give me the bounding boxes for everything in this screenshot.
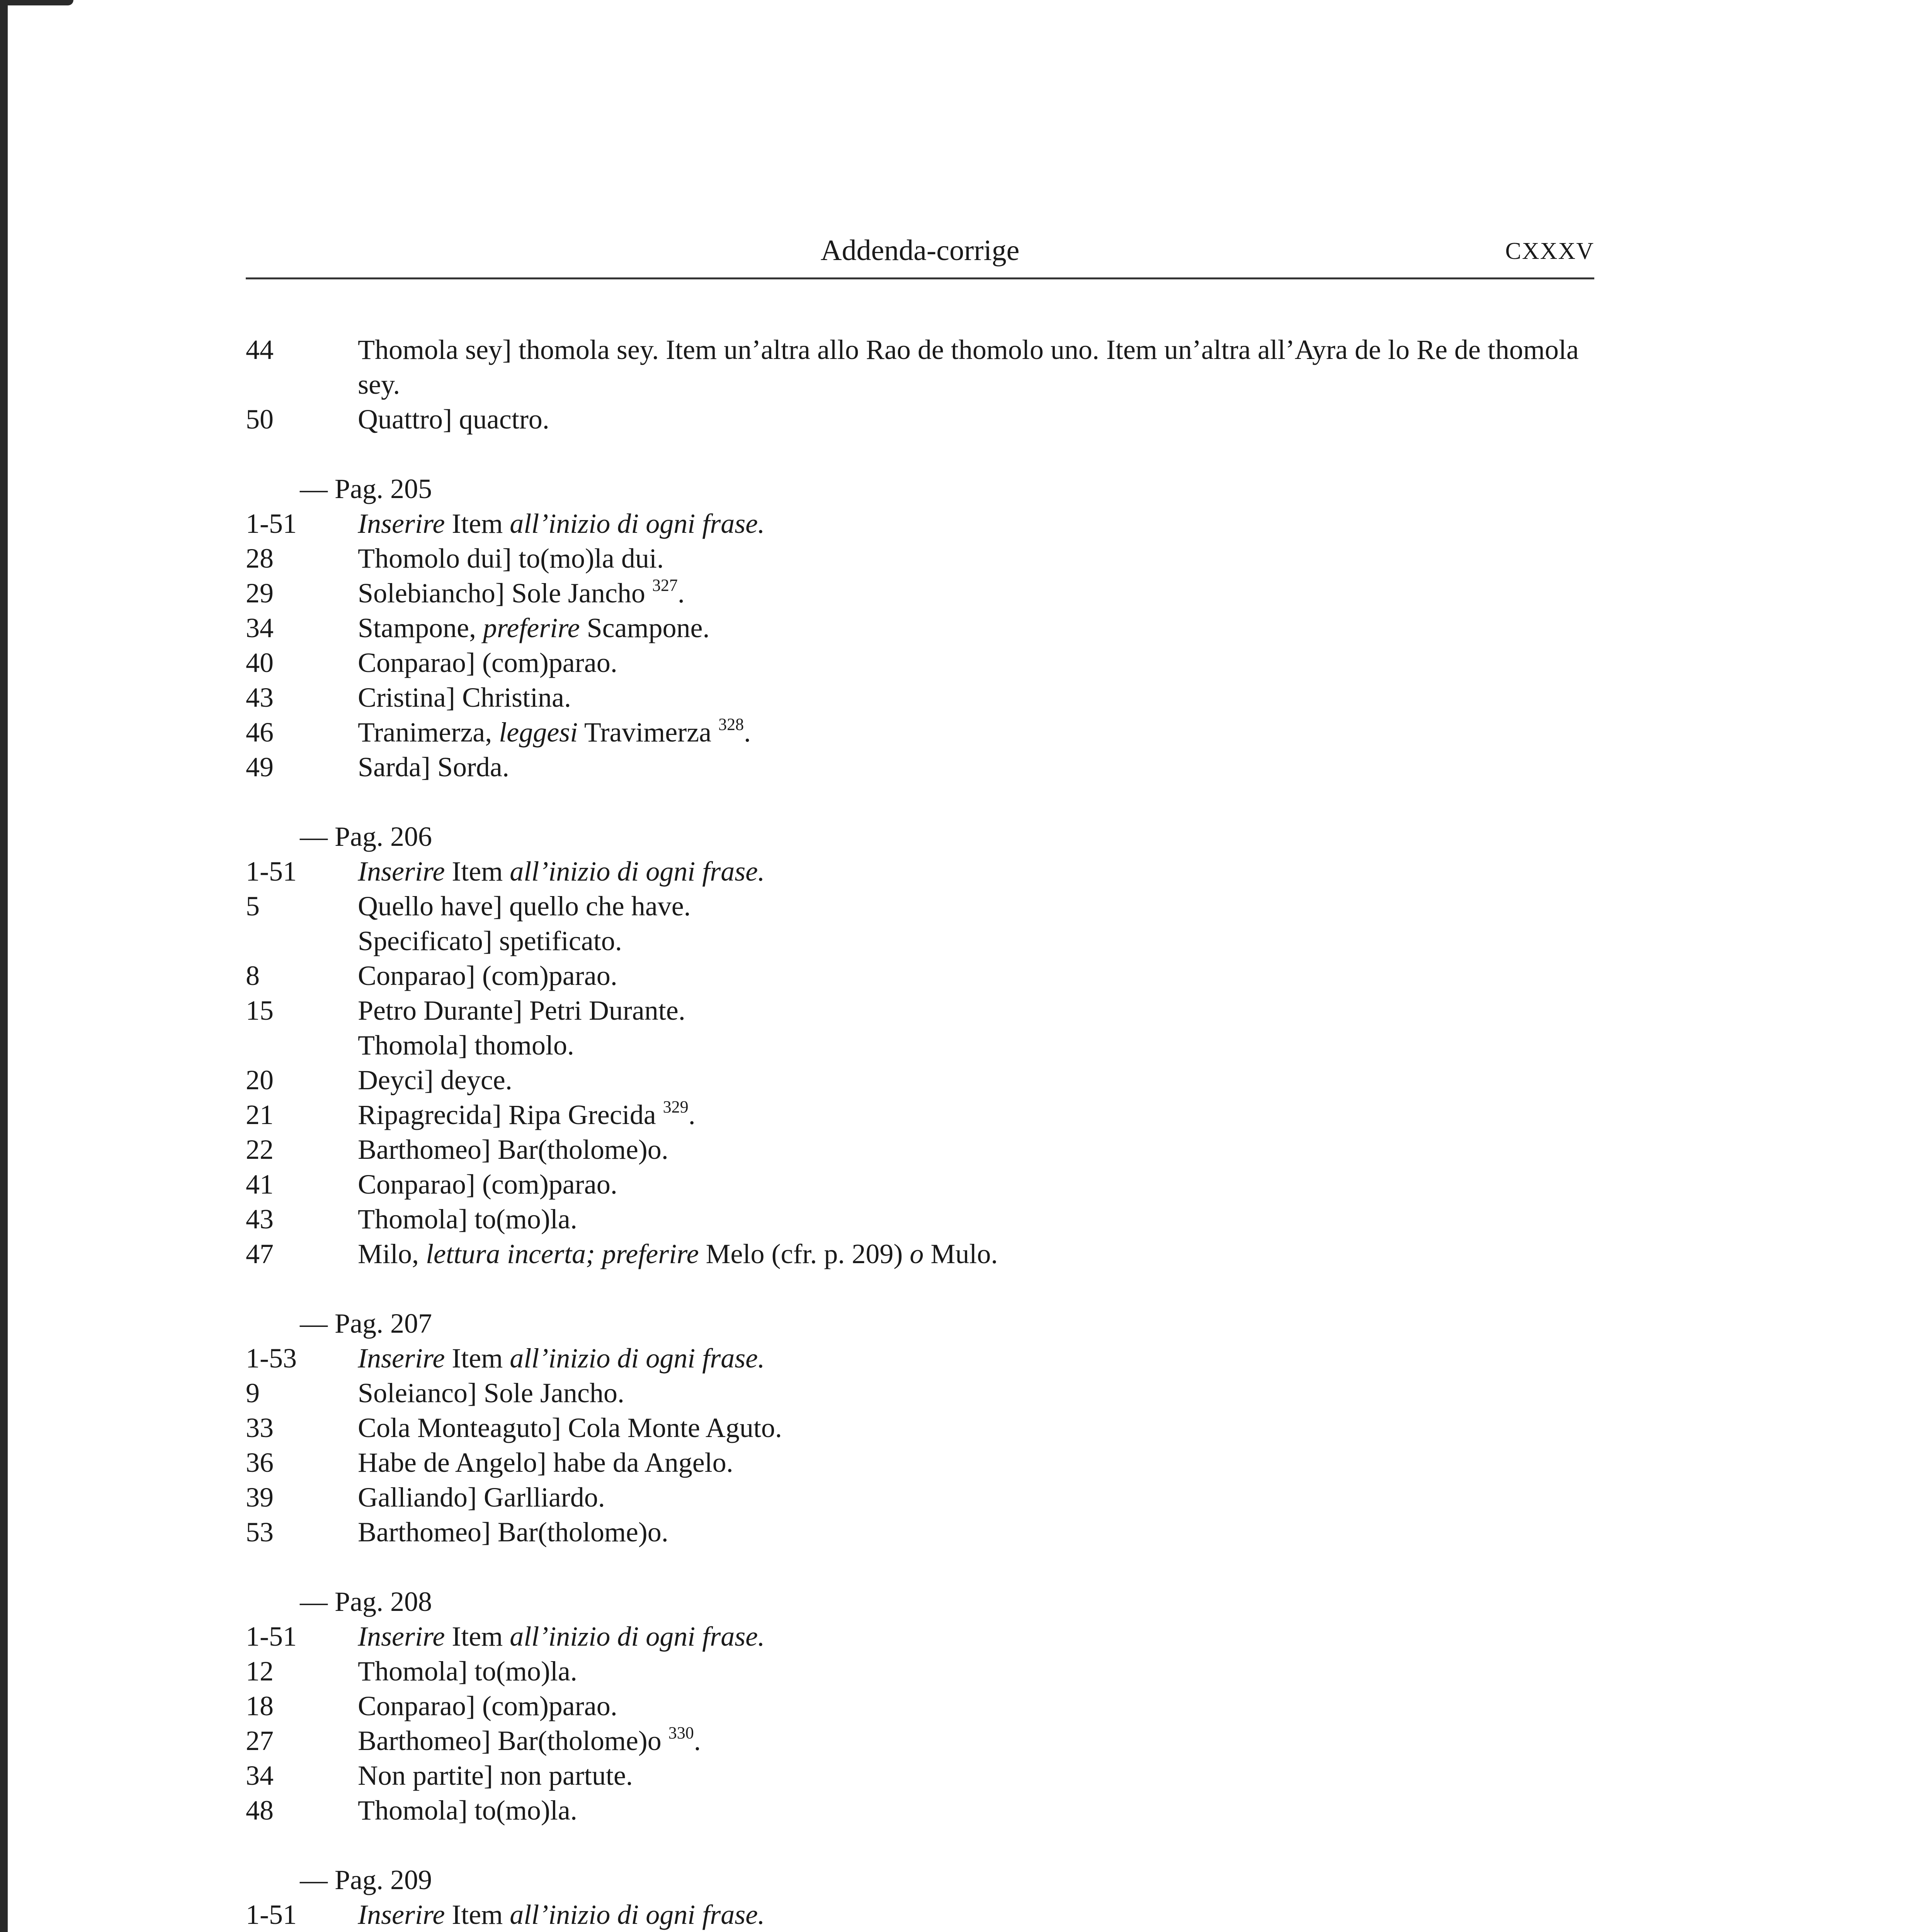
- line-number: 15: [246, 995, 274, 1026]
- entry-text: [358, 1897, 1594, 1932]
- footnote-ref: 328: [718, 715, 744, 734]
- entry-text: [358, 1341, 1594, 1376]
- text-run: Conparao] (com)parao.: [358, 960, 617, 991]
- text-run: Item: [445, 856, 510, 887]
- text-run: Soleianco] Sole Jancho.: [358, 1378, 624, 1408]
- entry-text: [358, 1028, 1594, 1063]
- corrigendum-entry: [246, 1619, 1594, 1654]
- line-number: 12: [246, 1656, 274, 1687]
- line-number: 41: [246, 1169, 274, 1200]
- entry-text: [358, 1723, 1594, 1758]
- corrigendum-entry: [246, 1063, 1594, 1097]
- section-gap: [246, 1271, 1594, 1306]
- corrigendum-entry: [246, 1445, 1594, 1480]
- text-run: Thomola] to(mo)la.: [358, 1656, 577, 1687]
- corrigendum-entry: [246, 1167, 1594, 1202]
- line-number: 43: [246, 1204, 274, 1235]
- entry-text: [358, 1132, 1594, 1167]
- entry-text: [358, 1793, 1594, 1828]
- corrigenda-body: [246, 332, 1594, 1932]
- line-number: 48: [246, 1795, 274, 1826]
- line-number: 20: [246, 1065, 274, 1095]
- line-number: 53: [246, 1517, 274, 1548]
- corrigendum-entry: [246, 958, 1594, 993]
- text-run: all’inizio di ogni frase.: [510, 1343, 765, 1374]
- line-number: 5: [246, 891, 260, 922]
- entry-text: [358, 645, 1594, 680]
- text-run: leggesi: [499, 717, 578, 748]
- line-number: 1-51: [246, 508, 297, 539]
- section-gap: [246, 1828, 1594, 1862]
- page-heading: — Pag. 209: [300, 1864, 432, 1895]
- text-run: Item: [445, 1343, 510, 1374]
- entry-text: [358, 402, 1594, 437]
- text-run: Thomola] to(mo)la.: [358, 1204, 577, 1235]
- text-run: all’inizio di ogni frase.: [510, 856, 765, 887]
- footnote-ref: 330: [668, 1723, 694, 1742]
- text-run: Barthomeo] Bar(tholome)o.: [358, 1134, 668, 1165]
- page-heading: — Pag. 207: [300, 1308, 432, 1339]
- corrigendum-entry: [246, 1202, 1594, 1236]
- entry-text: [358, 1236, 1594, 1271]
- corrigendum-entry: [246, 1654, 1594, 1689]
- line-number: 34: [246, 612, 274, 643]
- line-number: 47: [246, 1238, 274, 1269]
- line-number: 9: [246, 1378, 260, 1408]
- text-run: preferire: [483, 612, 580, 643]
- text-run: Conparao] (com)parao.: [358, 1690, 617, 1721]
- line-number: 1-53: [246, 1343, 297, 1374]
- text-run: Inserire: [358, 1343, 445, 1374]
- line-number: 36: [246, 1447, 274, 1478]
- corrigendum-entry: [246, 889, 1594, 923]
- corrigendum-entry: [246, 1410, 1594, 1445]
- text-run: Cristina] Christina.: [358, 682, 571, 713]
- corrigendum-entry: [246, 332, 1594, 402]
- entry-text: [358, 506, 1594, 541]
- corrigendum-entry: [246, 541, 1594, 576]
- entry-text: [358, 889, 1594, 923]
- corrigendum-entry: [246, 1723, 1594, 1758]
- entry-text: [358, 1480, 1594, 1515]
- entry-text: [358, 1515, 1594, 1549]
- text-run: Deyci] deyce.: [358, 1065, 512, 1095]
- entry-text: [358, 1097, 1594, 1132]
- line-number: 28: [246, 543, 274, 574]
- corrigendum-entry: [246, 854, 1594, 889]
- text-run: Specificato] spetificato.: [358, 925, 622, 956]
- page-heading: — Pag. 206: [300, 821, 432, 852]
- entry-text: [358, 1445, 1594, 1480]
- line-number: 1-51: [246, 1621, 297, 1652]
- corrigendum-entry: [246, 680, 1594, 715]
- section-gap: [246, 437, 1594, 471]
- line-number: 46: [246, 717, 274, 748]
- entry-text: [358, 1376, 1594, 1410]
- text-run: Inserire: [358, 508, 445, 539]
- line-number: 44: [246, 334, 274, 365]
- header-title: Addenda-corrige: [820, 234, 1020, 267]
- corrigendum-entry: [246, 402, 1594, 437]
- line-number: 40: [246, 647, 274, 678]
- text-run: Travimerza: [578, 717, 719, 748]
- entry-text: [358, 1654, 1594, 1689]
- text-run: Barthomeo] Bar(tholome)o: [358, 1725, 668, 1756]
- corrigendum-entry: [246, 715, 1594, 750]
- corrigendum-entry: [246, 576, 1594, 611]
- page-heading: — Pag. 208: [300, 1586, 432, 1617]
- text-run: .: [744, 717, 751, 748]
- text-run: .: [694, 1725, 701, 1756]
- scan-edge: [0, 0, 8, 1932]
- entry-text: [358, 1758, 1594, 1793]
- text-run: all’inizio di ogni frase.: [510, 1899, 765, 1930]
- entry-text: [358, 576, 1594, 611]
- entry-text: [358, 1167, 1594, 1202]
- text-run: Non partite] non partute.: [358, 1760, 633, 1791]
- text-run: lettura incerta; preferire: [426, 1238, 699, 1269]
- text-run: o: [910, 1238, 924, 1269]
- corrigendum-entry: [246, 1376, 1594, 1410]
- text-run: all’inizio di ogni frase.: [510, 1621, 765, 1652]
- running-header: [246, 231, 1594, 279]
- line-number: 8: [246, 960, 260, 991]
- corrigendum-entry: [246, 1758, 1594, 1793]
- text-run: Inserire: [358, 856, 445, 887]
- text-run: Inserire: [358, 1621, 445, 1652]
- corrigendum-entry: [246, 611, 1594, 645]
- text-run: Thomola] thomolo.: [358, 1030, 574, 1061]
- text-run: Quello have] quello che have.: [358, 891, 691, 922]
- entry-text: [358, 1689, 1594, 1723]
- entry-text: [358, 715, 1594, 750]
- line-number: 21: [246, 1099, 274, 1130]
- text-run: Solebiancho] Sole Jancho: [358, 578, 652, 609]
- corrigendum-entry: [246, 1341, 1594, 1376]
- text-run: Thomola sey] thomola sey. Item un’altra allo Rao de thomolo uno. Item un’altra all’Ayra de lo Re de thomola sey.: [358, 334, 1579, 400]
- corrigendum-entry: [246, 506, 1594, 541]
- line-number: 49: [246, 752, 274, 782]
- text-run: Milo,: [358, 1238, 426, 1269]
- text-run: Thomolo dui] to(mo)la dui.: [358, 543, 664, 574]
- entry-text: [358, 1619, 1594, 1654]
- text-run: Item: [445, 1621, 510, 1652]
- line-number: 29: [246, 578, 274, 609]
- footnote-ref: 327: [652, 576, 678, 595]
- corrigendum-entry: [246, 645, 1594, 680]
- corrigendum-entry: [246, 1236, 1594, 1271]
- page-number: CXXXV: [1505, 238, 1594, 264]
- corrigendum-entry: [246, 923, 1594, 958]
- text-run: Habe de Angelo] habe da Angelo.: [358, 1447, 733, 1478]
- page-heading: — Pag. 205: [300, 473, 432, 504]
- section-gap: [246, 784, 1594, 819]
- text-run: Item: [445, 1899, 510, 1930]
- footnote-ref: 329: [663, 1097, 689, 1116]
- text-run: .: [688, 1099, 696, 1130]
- corrigendum-entry: [246, 1689, 1594, 1723]
- text-run: Stampone,: [358, 612, 483, 643]
- corrigendum-entry: [246, 750, 1594, 784]
- text-run: Petro Durante] Petri Durante.: [358, 995, 685, 1026]
- text-run: Inserire: [358, 1899, 445, 1930]
- entry-text: [358, 1202, 1594, 1236]
- line-number: 34: [246, 1760, 274, 1791]
- text-run: all’inizio di ogni frase.: [510, 508, 765, 539]
- section-gap: [246, 1549, 1594, 1584]
- entry-text: [358, 611, 1594, 645]
- text-run: Quattro] quactro.: [358, 404, 549, 435]
- line-number: 27: [246, 1725, 274, 1756]
- text-run: Conparao] (com)parao.: [358, 647, 617, 678]
- corrigendum-entry: [246, 1515, 1594, 1549]
- text-run: Ripagrecida] Ripa Grecida: [358, 1099, 663, 1130]
- line-number: 33: [246, 1412, 274, 1443]
- text-run: Cola Monteaguto] Cola Monte Aguto.: [358, 1412, 782, 1443]
- line-number: 22: [246, 1134, 274, 1165]
- entry-text: [358, 854, 1594, 889]
- corrigendum-entry: [246, 1132, 1594, 1167]
- text-run: Galliando] Garlliardo.: [358, 1482, 605, 1513]
- text-run: .: [677, 578, 685, 609]
- line-number: 43: [246, 682, 274, 713]
- corrigendum-entry: [246, 1897, 1594, 1932]
- entry-text: [358, 1063, 1594, 1097]
- text-run: Sarda] Sorda.: [358, 752, 509, 782]
- text-run: Scampone.: [580, 612, 710, 643]
- corrigendum-entry: [246, 1028, 1594, 1063]
- text-run: Conparao] (com)parao.: [358, 1169, 617, 1200]
- text-run: Barthomeo] Bar(tholome)o.: [358, 1517, 668, 1548]
- line-number: 1-51: [246, 1899, 297, 1930]
- corrigendum-entry: [246, 993, 1594, 1028]
- line-number: 50: [246, 404, 274, 435]
- text-run: Tranimerza,: [358, 717, 499, 748]
- text-run: Thomola] to(mo)la.: [358, 1795, 577, 1826]
- entry-text: [358, 750, 1594, 784]
- corrigendum-entry: [246, 1097, 1594, 1132]
- entry-text: [358, 993, 1594, 1028]
- line-number: 1-51: [246, 856, 297, 887]
- corrigendum-entry: [246, 1793, 1594, 1828]
- entry-text: [358, 680, 1594, 715]
- line-number: 18: [246, 1690, 274, 1721]
- text-run: Melo (cfr. p. 209): [699, 1238, 910, 1269]
- entry-text: [358, 541, 1594, 576]
- entry-text: [358, 332, 1594, 402]
- entry-text: [358, 958, 1594, 993]
- line-number: 39: [246, 1482, 274, 1513]
- entry-text: [358, 923, 1594, 958]
- corrigendum-entry: [246, 1480, 1594, 1515]
- scan-edge-corner: [0, 0, 73, 5]
- text-run: Item: [445, 508, 510, 539]
- entry-text: [358, 1410, 1594, 1445]
- text-run: Mulo.: [923, 1238, 998, 1269]
